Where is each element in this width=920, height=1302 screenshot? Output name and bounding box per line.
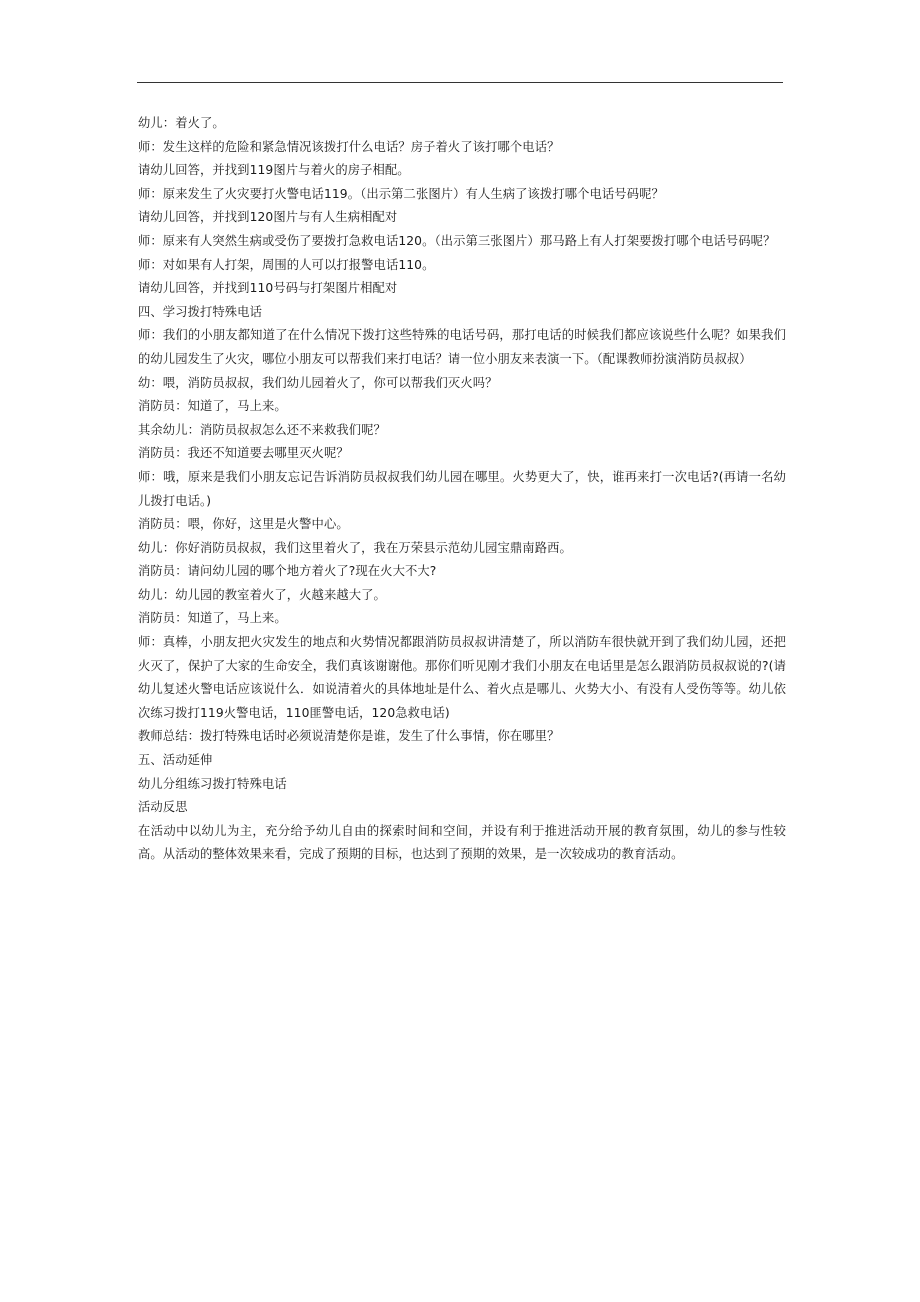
- paragraph-teacher: 师：原来有人突然生病或受伤了要拨打急救电话120。（出示第三张图片）那马路上有人打架要拨打哪个电话号码呢？: [138, 233, 776, 248]
- paragraph-reflection: 在活动中以幼儿为主，充分给予幼儿自由的探索时间和空间，并设有利于推进活动开展的教育氛围，幼儿的参与性较高。从活动的整体效果来看，完成了预期的目标，也达到了预期的效果，是一次较成功的教育活动。: [138, 823, 786, 862]
- section-heading-4: 四、学习拨打特殊电话: [138, 304, 262, 319]
- paragraph-dialogue: 幼儿：着火了。: [138, 116, 225, 130]
- paragraph-dialogue: 消防员：知道了，马上来。: [138, 611, 287, 626]
- paragraph-instruction: 请幼儿回答，并找到110号码与打架图片相配对: [138, 281, 398, 296]
- paragraph-dialogue: 消防员：我还不知道要去哪里灭火呢？: [138, 446, 349, 461]
- section-heading-5: 五、活动延伸: [138, 753, 213, 768]
- paragraph-dialogue: 幼儿：你好消防员叔叔，我们这里着火了，我在万荣县示范幼儿园宝鼎南路西。: [138, 540, 572, 555]
- paragraph-dialogue: 消防员：请问幼儿园的哪个地方着火了?现在火大不大?: [138, 564, 437, 579]
- paragraph-instruction: 请幼儿回答，并找到120图片与有人生病相配对: [138, 210, 398, 225]
- paragraph-summary: 教师总结：拨打特殊电话时必须说清楚你是谁，发生了什么事情，你在哪里？: [138, 729, 560, 744]
- document-body: [138, 112, 786, 867]
- paragraph-dialogue: 幼儿：幼儿园的教室着火了，火越来越大了。: [138, 587, 386, 602]
- section-heading-reflection: 活动反思: [138, 800, 188, 815]
- header-rule: [137, 82, 783, 83]
- paragraph-question: 师：发生这样的危险和紧急情况该拨打什么电话？房子着火了该打哪个电话？: [138, 139, 560, 154]
- paragraph-dialogue: 幼：喂，消防员叔叔，我们幼儿园着火了，你可以帮我们灭火吗？: [138, 375, 498, 390]
- paragraph-extension: 幼儿分组练习拨打特殊电话: [138, 776, 287, 791]
- paragraph-teacher: 师：我们的小朋友都知道了在什么情况下拨打这些特殊的电话号码，那打电话的时候我们都应该说些什么呢？如果我们的幼儿园发生了火灾，哪位小朋友可以帮我们来打电话？请一位小朋友来表演一下。（配课教师扮演消防员叔叔）: [138, 328, 786, 366]
- paragraph-dialogue: 消防员：喂，你好，这里是火警中心。: [138, 517, 349, 532]
- paragraph-instruction: 请幼儿回答，并找到119图片与着火的房子相配。: [138, 163, 410, 178]
- paragraph-teacher: 师：哦，原来是我们小朋友忘记告诉消防员叔叔我们幼儿园在哪里。火势更大了，快，谁再来打一次电话?(再请一名幼儿拨打电话。): [138, 469, 786, 508]
- paragraph-dialogue: 其余幼儿：消防员叔叔怎么还不来救我们呢？: [138, 422, 386, 437]
- paragraph-teacher: 师：原来发生了火灾要打火警电话119。（出示第二张图片）有人生病了该拨打哪个电话号码呢？: [138, 186, 664, 201]
- paragraph-teacher: 师：真棒，小朋友把火灾发生的地点和火势情况都跟消防员叔叔讲清楚了，所以消防车很快就开到了我们幼儿园，还把火灭了，保护了大家的生命安全，我们真该谢谢他。那你们听见刚才我们小朋友在电话里是怎么跟消防员叔叔说的?(请幼儿复述火警电话应该说什么．如说清着火的具体地址是什么、着火点是哪儿、火势大小、有没有人受伤等等。幼儿依次练习拨打119火警电话，110匪警电话，120急救电话): [138, 635, 786, 720]
- paragraph-teacher: 师：对如果有人打架，周围的人可以打报警电话110。: [138, 257, 435, 272]
- paragraph-dialogue: 消防员：知道了，马上来。: [138, 399, 287, 414]
